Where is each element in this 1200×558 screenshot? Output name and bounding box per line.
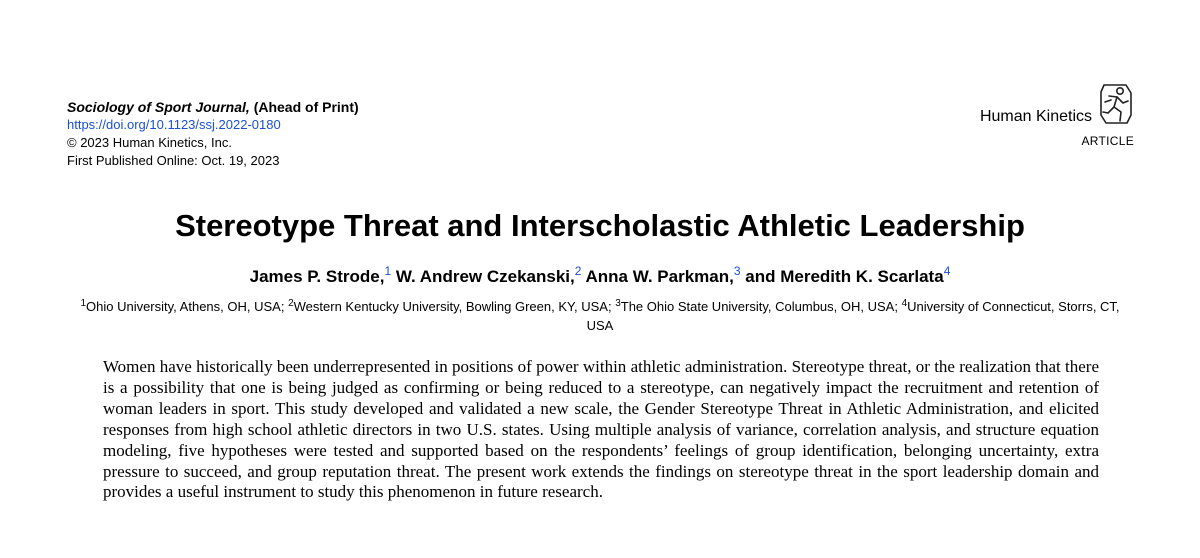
author-name: W. Andrew Czekanski, <box>395 267 575 286</box>
author-list <box>0 264 1200 287</box>
author-name: James P. Strode, <box>249 267 385 286</box>
author-conjunction: and <box>745 267 776 286</box>
publisher-block <box>914 80 1134 150</box>
affiliation-number: 4 <box>901 298 908 309</box>
copyright-notice: © 2023 Human Kinetics, Inc. <box>67 135 232 150</box>
author-affiliation-ref[interactable]: 2 <box>574 264 582 278</box>
abstract-paragraph: Women have historically been underrepresented in positions of power within athletic administration. Stereotype threat, or the realization that there is a possibility that one is being judged as confirming or being reduced to a stereotype, can negatively impact the recruitment and retention of woman leaders in sport. This study developed and validated a new scale, the Gender Stereotype Threat in Athletic Administration, and elicited responses from high school athletic directors in two U.S. states. Using multiple analysis of variance, correlation analysis, and structure equation modeling, five hypotheses were tested and supported based on the respondents’ feelings of group identification, belonging uncertainty, extra pressure to succeed, and group reputation threat. The present work extends the findings on stereotype threat in the sport leadership domain and provides a useful instrument to study this phenomenon in future research. <box>103 357 1099 502</box>
human-kinetics-logo-icon <box>1098 82 1134 126</box>
affiliation-number: 2 <box>288 298 294 309</box>
author-affiliation-ref[interactable]: 4 <box>943 264 951 278</box>
affiliation-number: 1 <box>80 298 86 309</box>
affiliation-text: Western Kentucky University, Bowling Green, KY, USA; <box>293 299 612 314</box>
journal-status: (Ahead of Print) <box>253 99 359 115</box>
article-metadata <box>67 98 359 170</box>
affiliation-text: University of Connecticut, Storrs, CT, USA <box>586 299 1120 333</box>
affiliation-list <box>80 297 1120 335</box>
publisher-name: Human Kinetics <box>979 108 1092 125</box>
author-name: Anna W. Parkman, <box>585 267 734 286</box>
publication-date: First Published Online: Oct. 19, 2023 <box>67 153 280 168</box>
author-affiliation-ref[interactable]: 1 <box>384 264 392 278</box>
doi-link[interactable]: https://doi.org/10.1123/ssj.2022-0180 <box>67 117 281 132</box>
author-name: Meredith K. Scarlata <box>780 267 944 286</box>
journal-citation <box>67 98 359 116</box>
article-title: Stereotype Threat and Interscholastic Athletic Leadership <box>175 208 1025 243</box>
journal-name: Sociology of Sport Journal, <box>67 99 250 115</box>
author-affiliation-ref[interactable]: 3 <box>733 264 741 278</box>
affiliation-text: Ohio University, Athens, OH, USA; <box>86 299 285 314</box>
affiliation-text: The Ohio State University, Columbus, OH, USA; <box>620 299 898 314</box>
article-type-label: ARTICLE <box>1081 134 1134 148</box>
affiliation-number: 3 <box>615 298 621 309</box>
